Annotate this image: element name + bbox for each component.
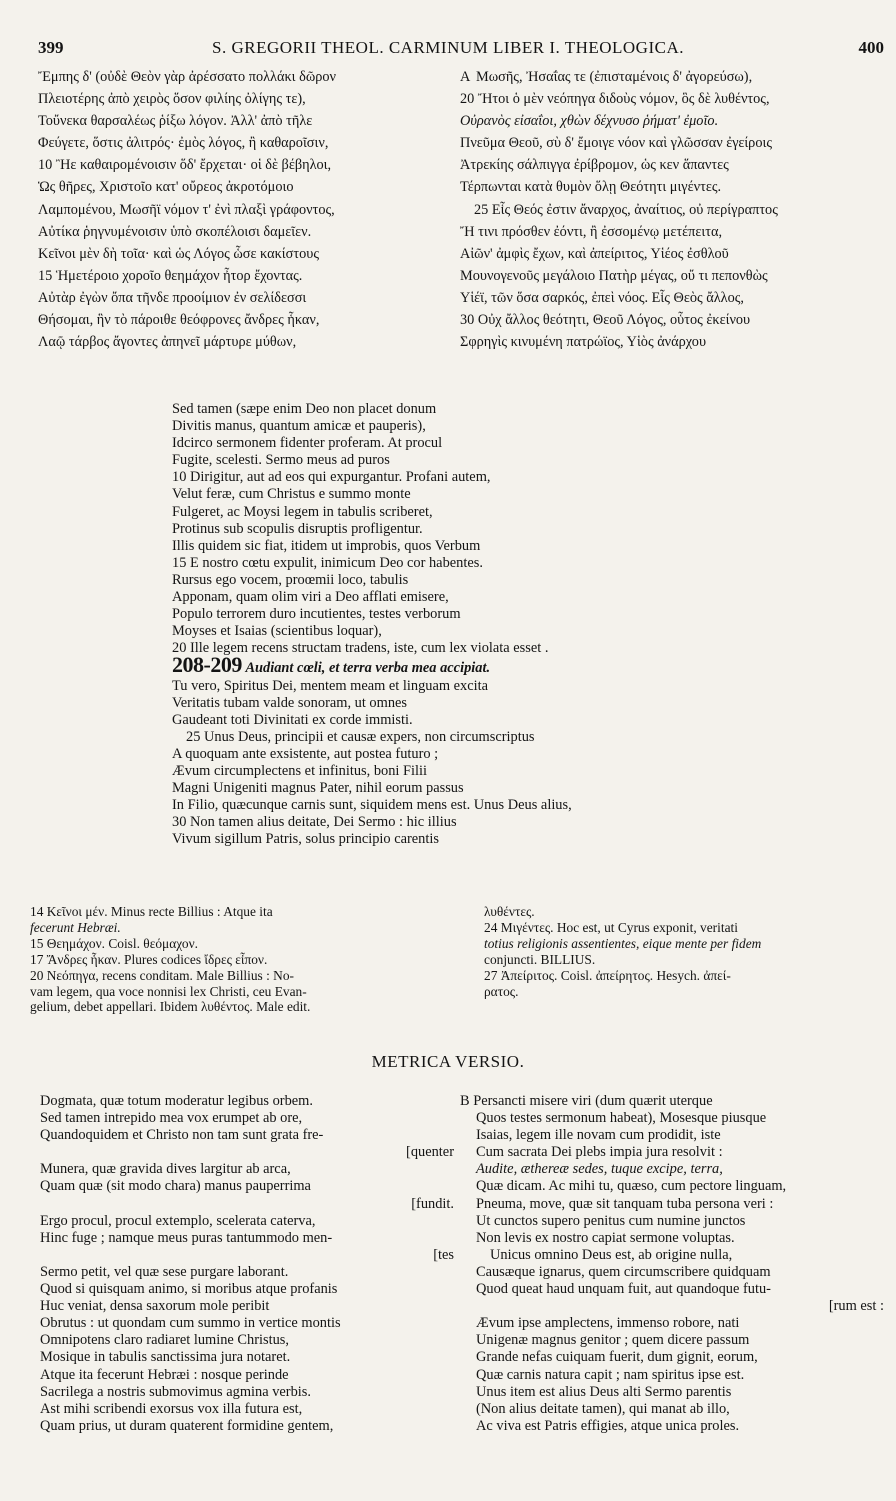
verse-line: Non levis ex nostro capiat sermone voluptas. <box>476 1229 735 1246</box>
footnote-line: 27 Ἀπείριτος. Coisl. ἀπείρητος. Hesych. ἀπεί- <box>484 967 731 983</box>
latin-line: 30 Non tamen alius deitate, Dei Sermo : hic illius <box>172 814 457 831</box>
footnote-line: vam legem, qua voce nonnisi lex Christi, ceu Evan- <box>30 983 307 999</box>
latin-line: Ævum circumplectens et infinitus, boni Filii <box>172 762 428 779</box>
verse-line: Munera, quæ gravida dives largitur ab arca, <box>40 1161 291 1178</box>
latin-line: Fulgeret, ac Moysi legem in tabulis scriberet, <box>172 503 433 520</box>
page-number-left: 399 <box>38 38 64 57</box>
latin-line-with-column-marker <box>172 652 872 678</box>
greek-line: Φεύγετε, ὅστις ἀλιτρός· ἐμὸς λόγος, ἢ καθαροῖσιν, <box>38 135 329 152</box>
metrica-versio-right <box>460 1093 890 1435</box>
verse-line: Sed tamen intrepido mea vox erumpet ab ore, <box>40 1110 303 1127</box>
footnote-line: 24 Μιγέντες. Hoc est, ut Cyrus exponit, veritati <box>484 919 738 935</box>
verse-line: Quam quæ (sit modo chara) manus pauperrima <box>40 1178 311 1195</box>
latin-line: Illis quidem sic fiat, itidem ut improbis, quos Verbum <box>172 537 481 554</box>
greek-line: Πλειοτέρης ἀπὸ χειρὸς ὅσον φιλίης ὀλίγης τε), <box>38 91 306 108</box>
greek-line: Πνεῦμα Θεοῦ, σὺ δ' ἔμοιγε νόον καὶ γλῶσσαν ἐγείροις <box>460 135 772 152</box>
footnote-line: gelium, debet appellari. Ibidem λυθέντος. Male edit. <box>30 999 311 1015</box>
verse-line: Audite, æthereæ sedes, tuque excipe, terra, <box>476 1161 723 1178</box>
footnotes-right <box>484 904 889 999</box>
latin-line: Vivum sigillum Patris, solus principio carentis <box>172 831 439 848</box>
verse-line-continuation: [fundit. <box>411 1195 454 1212</box>
latin-line: In Filio, quæcunque carnis sunt, siquidem mens est. Unus Deus alius, <box>172 797 572 814</box>
latin-line: Moyses et Isaias (scientibus loquar), <box>172 623 382 640</box>
verse-line: Unigenæ magnus genitor ; quem dicere passum <box>476 1332 750 1349</box>
greek-line: Τοὔνεκα θαρσαλέως ῥίξω λόγον. Ἀλλ' ἀπὸ τῆλε <box>38 113 313 130</box>
greek-line: Υἱέϊ, τῶν ὅσα σαρκός, ἐπεὶ νόος. Εἷς Θεὸς ἄλλος, <box>460 289 744 306</box>
verse-line: Omnipotens claro radiaret lumine Christus, <box>40 1332 289 1349</box>
greek-line: Θήσομαι, ἣν τὸ πάροιθε θεόφρονες ἄνδρες ἧκαν, <box>38 312 320 329</box>
verse-line: Mosique in tabulis sanctissima jura notaret. <box>40 1349 291 1366</box>
verse-line: Cum sacrata Dei plebs impia jura resolvit : <box>476 1144 723 1161</box>
greek-line: Λαῷ τάρβος ἄγοντες ἀπηνεῖ μάρτυρε μύθων, <box>38 334 297 351</box>
verse-line: Quam prius, ut duram quaterent formidine gentem, <box>40 1417 334 1434</box>
latin-italic-quote: Audiant cœli, et terra verba mea accipiat. <box>245 660 491 677</box>
verse-line: Quæ dicam. Ac mihi tu, quæso, cum pectore linguam, <box>476 1178 787 1195</box>
greek-line: Αὐτὰρ ἐγὼν ὄπα τῆνδε προοίμιον ἐν σελίδεσσι <box>38 289 307 306</box>
latin-line: Divitis manus, quantum amicæ et pauperis), <box>172 418 426 435</box>
latin-translation <box>172 401 872 848</box>
footnote-line: 17 Ἄνδρες ἧκαν. Plures codices ἴδρες εἶπον. <box>30 951 268 967</box>
footnote-line: 15 Θεημάχον. Coisl. θεόμαχον. <box>30 935 198 951</box>
latin-line: Populo terrorem duro incutientes, testes verborum <box>172 606 461 623</box>
greek-line: 30 Οὐχ ἄλλος θεότητι, Θεοῦ Λόγος, οὗτος ἐκείνου <box>460 312 751 329</box>
latin-line: Rursus ego vocem, proœmii loco, tabulis <box>172 571 409 588</box>
latin-line: 15 E nostro cœtu expulit, inimicum Deo cor habentes. <box>172 554 483 571</box>
verse-line: Grande nefas cuiquam fuerit, dum gignit, eorum, <box>476 1349 758 1366</box>
page-number-right: 400 <box>858 38 884 57</box>
verse-line: Ast mihi scribendi exorsus vox illa futura est, <box>40 1400 303 1417</box>
verse-line: Ut cunctos supero penitus cum numine junctos <box>476 1212 746 1229</box>
latin-line: 25 Unus Deus, principii et causæ expers, non circumscriptus <box>186 728 535 745</box>
greek-line: Αἰῶν' ἀμφὶς ἔχων, καὶ ἀπείριτος, Υἱέος ἐσθλοῦ <box>460 245 729 262</box>
verse-line: Ævum ipse amplectens, immenso robore, nati <box>476 1315 740 1332</box>
latin-line: 10 Dirigitur, aut ad eos qui expurgantur. Profani autem, <box>172 469 491 486</box>
verse-line-continuation: [quenter <box>406 1144 454 1161</box>
latin-line: 20 Ille legem recens structam tradens, iste, cum lex violata esset . <box>172 640 549 657</box>
greek-line: Τέρπωνται κατὰ θυμὸν ὅλῃ Θεότητι μιγέντες. <box>460 179 722 196</box>
section-title: METRICA VERSIO. <box>371 1052 525 1071</box>
margin-letter-a: A <box>460 69 471 85</box>
verse-line: Obrutus : ut quondam cum summo in vertice montis <box>40 1315 341 1332</box>
greek-line: 10 Ἢε καθαιρομένοισιν ὅδ' ἔρχεται· οἱ δὲ βέβηλοι, <box>38 157 332 174</box>
greek-line: 25 Εἷς Θεός ἐστιν ἄναρχος, ἀναίτιος, οὐ περίγραπτος <box>474 201 778 218</box>
verse-line: Atque ita fecerunt Hebræi : nosque perinde <box>40 1366 289 1383</box>
greek-line: Ἀτρεκίης σάλπιγγα ἐρίβρομον, ὡς κεν ἅπαντες <box>460 157 729 174</box>
verse-line: Quod si quisquam animo, si moribus atque profanis <box>40 1281 338 1298</box>
latin-line: Velut feræ, cum Christus e summo monte <box>172 486 411 503</box>
latin-line: A quoquam ante exsistente, aut postea futuro ; <box>172 745 439 762</box>
greek-line: Αὐτίκα ῥηγνυμένοισιν ὑπὸ σκοπέλοισι δαμεῖεν. <box>38 223 312 240</box>
verse-line: Huc veniat, densa saxorum mole peribit <box>40 1298 270 1315</box>
verse-line: Ac viva est Patris effigies, atque unica proles. <box>476 1417 740 1434</box>
verse-line: Unicus omnino Deus est, ab origine nulla, <box>490 1246 733 1263</box>
verse-line: Sacrilega a nostris submovimus agmina verbis. <box>40 1383 311 1400</box>
greek-line: Οὐρανὸς εἰσαΐοι, χθὼν δέχνυσο ῥήματ' ἐμοῖο. <box>460 113 719 130</box>
greek-text-left-column <box>38 66 458 353</box>
greek-line: Μωσῆς, Ἠσαΐας τε (ἐπισταμένοις δ' ἀγορεύσω), <box>476 69 753 85</box>
footnote-line: totius religionis assentientes, eique mente per fidem <box>484 935 762 951</box>
greek-line: Ἔμπης δ' (οὐδὲ Θεὸν γὰρ ἀρέσσατο πολλάκι δῶρον <box>38 69 336 85</box>
latin-line: Idcirco sermonem fidenter proferam. At procul <box>172 435 443 452</box>
greek-line: Ἤ τινι πρόσθεν ἐόντι, ἢ ἐσσομένῳ μετέπειτα, <box>460 223 723 240</box>
verse-line: Sermo petit, vel quæ sese purgare laborant. <box>40 1263 289 1280</box>
greek-line: 15 Ἡμετέροιο χοροῖο θεημάχον ἦτορ ἔχοντας. <box>38 267 303 284</box>
footnote-line: 14 Κεῖνοι μέν. Minus recte Billius : Atque ita <box>30 904 273 919</box>
verse-line: Ergo procul, procul extemplo, scelerata caterva, <box>40 1212 316 1229</box>
verse-line: Pneuma, move, quæ sit tanquam tuba persona veri : <box>476 1195 774 1212</box>
footnote-line: ρατος. <box>484 983 519 999</box>
footnote-line: conjuncti. BILLIUS. <box>484 951 596 967</box>
verse-line: B Persancti misere viri (dum quærit uterque <box>460 1093 713 1109</box>
latin-line: Fugite, scelesti. Sermo meus ad puros <box>172 452 390 469</box>
latin-line: Apponam, quam olim viri a Deo afflati emisere, <box>172 589 449 606</box>
footnote-line: fecerunt Hebræi. <box>30 919 121 935</box>
latin-line: Sed tamen (sæpe enim Deo non placet donum <box>172 401 437 417</box>
footnotes-left <box>30 904 455 1015</box>
latin-line: Veritatis tubam valde sonoram, ut omnes <box>172 694 407 711</box>
greek-line: Κεῖνοι μὲν δὴ τοῖα· καὶ ὡς Λόγος ὧσε κακίστους <box>38 245 319 262</box>
column-number-marker: 208-209 <box>172 652 242 678</box>
verse-line: Quos testes sermonum habeat), Mosesque piusque <box>476 1110 767 1127</box>
latin-line: Tu vero, Spiritus Dei, mentem meam et linguam excita <box>172 677 489 694</box>
latin-line: Protinus sub scopulis disruptis profligentur. <box>172 520 423 537</box>
greek-line: Ὡς θῆρες, Χριστοῖο κατ' οὔρεος ἀκροτόμοιο <box>38 179 294 196</box>
verse-line: Hinc fuge ; namque meus puras tantummodo men- <box>40 1229 333 1246</box>
footnote-line: λυθέντες. <box>484 904 535 919</box>
running-title: S. GREGORII THEOL. CARMINUM LIBER I. THEOLOGICA. <box>212 38 684 57</box>
footnote-line: 20 Νεόπηγα, recens conditam. Male Billius : No- <box>30 967 295 983</box>
verse-line: (Non alius deitate tamen), qui manat ab illo, <box>476 1400 730 1417</box>
greek-text-right-column <box>460 66 890 353</box>
verse-line: Quandoquidem et Christo non tam sunt grata fre- <box>40 1127 324 1144</box>
page-header <box>0 38 896 60</box>
greek-line: Σφρηγὶς κινυμένη πατρώϊος, Υἱὸς ἀνάρχου <box>460 334 707 351</box>
verse-line-continuation: [rum est : <box>828 1298 884 1315</box>
verse-line: Quæ carnis natura capit ; nam spiritus ipse est. <box>476 1366 745 1383</box>
verse-line: Causæque ignarus, quem circumscribere quidquam <box>476 1263 771 1280</box>
greek-line: Μουνογενοῦς μεγάλοιο Πατὴρ μέγας, οὔ τι πεπονθὼς <box>460 267 768 284</box>
verse-line-continuation: [tes <box>433 1246 454 1263</box>
verse-line: Isaias, legem ille novam cum prodidit, iste <box>476 1127 721 1144</box>
verse-line: Dogmata, quæ totum moderatur legibus orbem. <box>40 1093 313 1109</box>
verse-line: Quod queat haud unquam fuit, aut quandoque futu- <box>476 1281 771 1298</box>
verse-line: Unus item est alius Deus alti Sermo parentis <box>476 1383 732 1400</box>
latin-line: Magni Unigeniti magnus Pater, nihil eorum passus <box>172 780 464 797</box>
greek-line: Λαμπομένου, Μωσῆϊ νόμον τ' ἐνὶ πλαξὶ γράφοντος, <box>38 201 335 218</box>
latin-line: Gaudeant toti Divinitati ex corde immisti. <box>172 711 413 728</box>
greek-line: 20 Ἤτοι ὁ μὲν νεόπηγα διδοὺς νόμον, ὃς δὲ λυθέντος, <box>460 91 770 108</box>
metrica-versio-left <box>40 1093 460 1435</box>
